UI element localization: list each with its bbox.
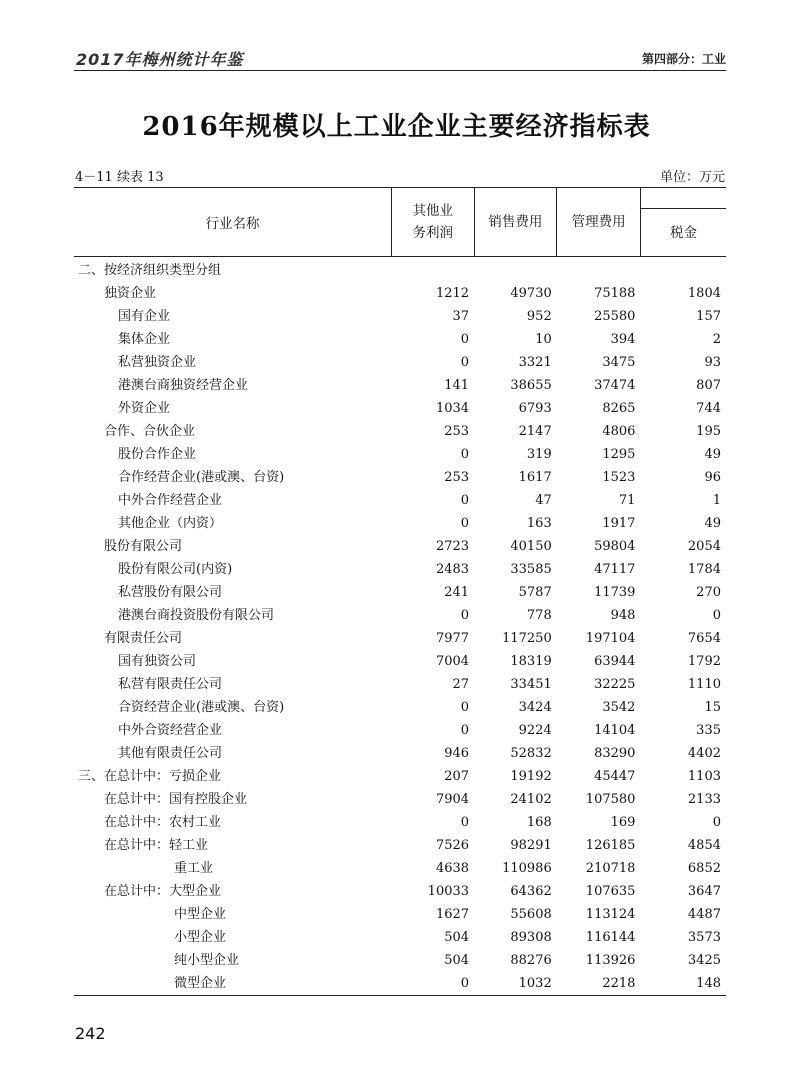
cell-sales-expense: 110986 [502, 861, 552, 876]
cell-sales-expense: 5787 [518, 585, 552, 600]
cell-tax: 49 [704, 447, 721, 462]
cell-sales-expense: 117250 [502, 631, 552, 646]
cell-tax: 744 [696, 401, 721, 416]
cell-admin-expense: 8265 [602, 401, 636, 416]
cell-admin-expense: 107580 [585, 792, 636, 807]
row-label: 外资企业 [118, 401, 171, 416]
table-header-row [74, 188, 726, 257]
cell-sales-expense: 88276 [510, 953, 552, 968]
table-row [74, 374, 726, 397]
cell-other-profit: 0 [460, 815, 470, 830]
cell-sales-expense: 47 [535, 493, 552, 508]
cell-admin-expense: 47117 [594, 562, 636, 577]
table-row [74, 880, 726, 903]
table-row [74, 581, 726, 604]
cell-tax: 1110 [687, 677, 721, 692]
row-label: 合作、合伙企业 [104, 424, 196, 439]
cell-other-profit: 27 [452, 677, 470, 692]
cell-admin-expense: 25580 [594, 309, 636, 324]
table-number: 4－11 续表 13 [75, 170, 164, 185]
cell-other-profit: 0 [460, 447, 470, 462]
row-label: 股份合作企业 [118, 447, 197, 462]
table-row [74, 650, 726, 673]
cell-tax: 1792 [687, 654, 721, 669]
cell-sales-expense: 163 [526, 516, 552, 531]
cell-sales-expense: 10 [535, 332, 552, 347]
table-body [74, 257, 726, 996]
section-label: 第四部分：工业 [641, 52, 726, 66]
cell-sales-expense: 49730 [510, 286, 552, 301]
cell-other-profit: 0 [460, 516, 470, 531]
cell-tax: 2133 [687, 792, 721, 807]
cell-sales-expense: 778 [526, 608, 552, 623]
cell-admin-expense: 4806 [602, 424, 636, 439]
row-label: 其他有限责任公司 [118, 746, 223, 761]
cell-admin-expense: 197104 [585, 631, 636, 646]
row-label: 股份有限公司 [104, 539, 183, 554]
cell-admin-expense: 107635 [585, 884, 636, 899]
cell-sales-expense: 952 [526, 309, 552, 324]
cell-tax: 157 [696, 309, 721, 324]
cell-other-profit: 7004 [435, 654, 470, 669]
cell-other-profit: 1627 [435, 907, 470, 922]
table-row [74, 535, 726, 558]
row-label: 国有独资公司 [118, 654, 197, 669]
cell-tax: 0 [712, 815, 721, 830]
row-label: 集体企业 [118, 332, 171, 347]
cell-other-profit: 7977 [435, 631, 470, 646]
row-label: 合作经营企业(港或澳、台资) [118, 470, 285, 485]
table-row [74, 512, 726, 535]
cell-sales-expense: 38655 [510, 378, 552, 393]
row-label: 纯小型企业 [174, 953, 240, 968]
cell-tax: 335 [696, 723, 721, 738]
cell-sales-expense: 168 [526, 815, 552, 830]
table-row [74, 673, 726, 696]
cell-tax: 4487 [687, 907, 721, 922]
cell-admin-expense: 1523 [602, 470, 636, 485]
cell-admin-expense: 113124 [585, 907, 636, 922]
cell-admin-expense: 210718 [585, 861, 636, 876]
cell-other-profit [391, 257, 474, 283]
cell-sales-expense: 55608 [510, 907, 552, 922]
cell-tax: 3647 [687, 884, 721, 899]
table-row [74, 282, 726, 305]
cell-sales-expense: 9224 [518, 723, 552, 738]
table-row [74, 420, 726, 443]
cell-tax: 7654 [687, 631, 721, 646]
cell-other-profit: 253 [444, 424, 470, 439]
cell-sales-expense: 98291 [510, 838, 552, 853]
cell-other-profit: 10033 [427, 884, 470, 899]
row-label: 在总计中：大型企业 [104, 884, 222, 899]
unit-label: 单位：万元 [659, 170, 725, 185]
table-row [74, 949, 726, 972]
column-header-other-profit [391, 188, 474, 257]
cell-other-profit: 0 [460, 355, 470, 370]
cell-other-profit: 504 [444, 953, 470, 968]
cell-admin-expense: 71 [618, 493, 636, 508]
cell-admin-expense: 1917 [602, 516, 636, 531]
cell-other-profit: 141 [444, 378, 470, 393]
table-row [74, 627, 726, 650]
table-row [74, 489, 726, 512]
cell-admin-expense: 59804 [594, 539, 636, 554]
cell-other-profit: 4638 [435, 861, 470, 876]
table-row [74, 857, 726, 880]
cell-other-profit: 0 [460, 332, 470, 347]
row-label: 私营股份有限公司 [118, 585, 223, 600]
cell-tax: 1784 [687, 562, 721, 577]
cell-other-profit: 37 [452, 309, 470, 324]
cell-tax: 2 [712, 332, 721, 347]
row-label: 在总计中：轻工业 [104, 838, 209, 853]
cell-tax: 6852 [687, 861, 721, 876]
row-label: 国有企业 [118, 309, 171, 324]
cell-other-profit: 1034 [435, 401, 470, 416]
cell-admin-expense: 948 [610, 608, 636, 623]
cell-other-profit: 207 [444, 769, 470, 784]
cell-tax: 96 [704, 470, 721, 485]
table-row [74, 305, 726, 328]
column-header-sales-expense: 销售费用 [474, 188, 557, 257]
row-label: 股份有限公司(内资) [118, 562, 233, 577]
cell-other-profit: 7904 [435, 792, 470, 807]
row-label: 其他企业（内资） [118, 516, 223, 531]
cell-admin-expense: 2218 [602, 976, 636, 991]
cell-admin-expense: 116144 [585, 930, 636, 945]
cell-admin-expense: 37474 [594, 378, 636, 393]
cell-sales-expense: 64362 [510, 884, 552, 899]
cell-sales-expense: 33585 [510, 562, 552, 577]
table-row [74, 443, 726, 466]
row-label: 小型企业 [174, 930, 227, 945]
cell-tax: 1 [712, 493, 721, 508]
cell-admin-expense [557, 257, 641, 283]
column-header-other-profit-line2: 务利润 [412, 225, 453, 241]
cell-admin-expense: 3475 [602, 355, 636, 370]
table-row [74, 903, 726, 926]
cell-other-profit: 253 [444, 470, 470, 485]
cell-other-profit: 504 [444, 930, 470, 945]
cell-admin-expense: 169 [610, 815, 636, 830]
row-label: 私营独资企业 [118, 355, 197, 370]
table-row [74, 788, 726, 811]
cell-sales-expense: 24102 [510, 792, 552, 807]
table-row [74, 834, 726, 857]
page-title: 2016年规模以上工业企业主要经济指标表 [142, 112, 651, 142]
cell-sales-expense: 1032 [518, 976, 552, 991]
cell-admin-expense: 83290 [594, 746, 636, 761]
cell-sales-expense: 2147 [518, 424, 552, 439]
column-header-other-profit-line1: 其他业 [412, 203, 453, 219]
table-row [74, 696, 726, 719]
row-label: 在总计中：农村工业 [104, 815, 222, 830]
table-row [74, 719, 726, 742]
table-row [74, 972, 726, 996]
table-row [74, 765, 726, 788]
cell-tax: 807 [696, 378, 721, 393]
cell-admin-expense: 126185 [585, 838, 636, 853]
table-row [74, 257, 726, 283]
cell-admin-expense: 63944 [594, 654, 636, 669]
cell-admin-expense: 3542 [602, 700, 636, 715]
cell-admin-expense: 14104 [594, 723, 636, 738]
table-row [74, 742, 726, 765]
cell-sales-expense: 6793 [518, 401, 552, 416]
row-label: 二、按经济组织类型分组 [78, 263, 222, 278]
table-row [74, 926, 726, 949]
cell-other-profit: 0 [460, 723, 470, 738]
cell-tax: 1804 [687, 286, 721, 301]
row-label: 微型企业 [174, 976, 227, 991]
running-header [74, 44, 726, 71]
cell-tax: 2054 [687, 539, 721, 554]
cell-other-profit: 0 [460, 700, 470, 715]
row-label: 港澳台商投资股份有限公司 [118, 608, 275, 623]
column-header-tax [640, 188, 726, 257]
table-row [74, 558, 726, 581]
row-label: 港澳台商独资经营企业 [118, 378, 249, 393]
cell-other-profit: 0 [460, 493, 470, 508]
cell-other-profit: 241 [444, 585, 470, 600]
cell-other-profit: 2723 [435, 539, 470, 554]
cell-tax: 0 [712, 608, 721, 623]
cell-sales-expense: 19192 [510, 769, 552, 784]
cell-tax: 3425 [687, 953, 721, 968]
cell-other-profit: 946 [444, 746, 470, 761]
cell-other-profit: 0 [460, 608, 470, 623]
cell-sales-expense: 1617 [518, 470, 552, 485]
cell-tax: 195 [696, 424, 721, 439]
cell-other-profit: 2483 [435, 562, 470, 577]
row-label: 独资企业 [104, 286, 157, 301]
row-label: 三、在总计中：亏损企业 [78, 769, 222, 784]
column-header-name: 行业名称 [74, 188, 391, 257]
cell-admin-expense: 113926 [585, 953, 636, 968]
table-row [74, 811, 726, 834]
cell-tax: 3573 [687, 930, 721, 945]
cell-tax: 148 [696, 976, 721, 991]
cell-sales-expense [474, 257, 557, 283]
column-header-admin-expense: 管理费用 [557, 188, 641, 257]
cell-tax: 4402 [687, 746, 721, 761]
data-table [74, 187, 726, 996]
cell-tax: 1103 [687, 769, 721, 784]
cell-sales-expense: 18319 [510, 654, 552, 669]
row-label: 中型企业 [174, 907, 227, 922]
cell-tax: 4854 [687, 838, 721, 853]
cell-sales-expense: 40150 [510, 539, 552, 554]
cell-admin-expense: 11739 [594, 585, 636, 600]
row-label: 重工业 [174, 861, 214, 876]
cell-admin-expense: 32225 [594, 677, 636, 692]
table-row [74, 604, 726, 627]
yearbook-title: 2017年梅州统计年鉴 [76, 50, 244, 69]
table-row [74, 328, 726, 351]
cell-sales-expense: 52832 [510, 746, 552, 761]
cell-tax: 15 [704, 700, 721, 715]
cell-tax: 93 [704, 355, 721, 370]
cell-admin-expense: 394 [610, 332, 636, 347]
row-label: 有限责任公司 [104, 631, 183, 646]
table-row [74, 351, 726, 374]
header-divider [641, 208, 726, 209]
column-header-tax-label: 税金 [669, 225, 697, 241]
page-number: 242 [75, 1024, 106, 1043]
cell-other-profit: 0 [460, 976, 470, 991]
cell-admin-expense: 75188 [594, 286, 636, 301]
cell-tax [640, 257, 726, 283]
row-label: 中外合资经营企业 [118, 723, 223, 738]
cell-tax: 270 [696, 585, 721, 600]
table-row [74, 466, 726, 489]
row-label: 合资经营企业(港或澳、台资) [118, 700, 285, 715]
cell-sales-expense: 319 [526, 447, 552, 462]
cell-sales-expense: 3321 [518, 355, 552, 370]
row-label: 中外合作经营企业 [118, 493, 223, 508]
row-label: 私营有限责任公司 [118, 677, 223, 692]
cell-admin-expense: 45447 [594, 769, 636, 784]
cell-admin-expense: 1295 [602, 447, 636, 462]
cell-other-profit: 1212 [435, 286, 470, 301]
cell-sales-expense: 33451 [510, 677, 552, 692]
row-label: 在总计中：国有控股企业 [104, 792, 248, 807]
table-row [74, 397, 726, 420]
cell-tax: 49 [704, 516, 721, 531]
cell-other-profit: 7526 [435, 838, 470, 853]
cell-sales-expense: 89308 [510, 930, 552, 945]
cell-sales-expense: 3424 [518, 700, 552, 715]
